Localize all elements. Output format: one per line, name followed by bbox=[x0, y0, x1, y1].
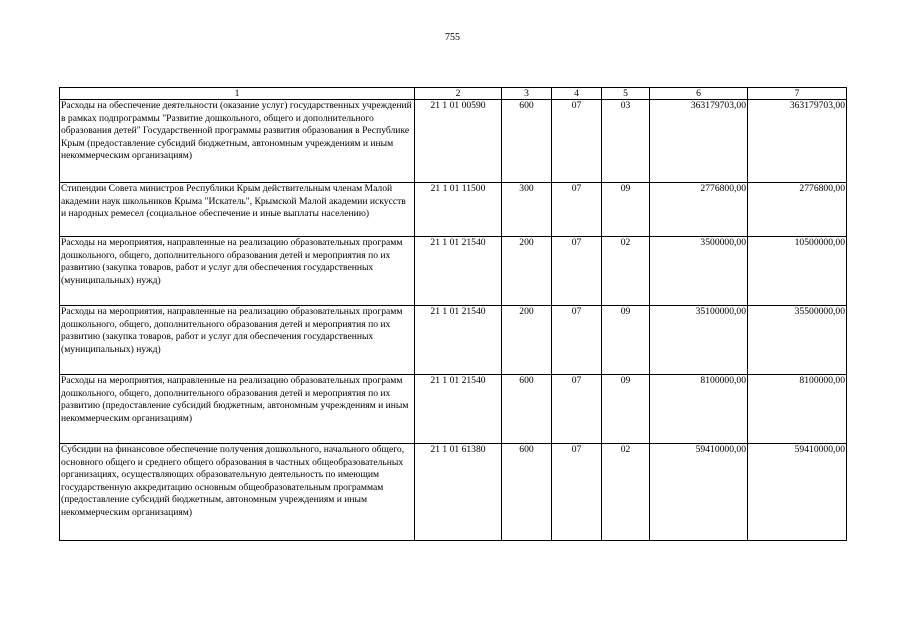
subsection-code: 02 bbox=[602, 444, 650, 541]
table-row bbox=[60, 375, 847, 444]
subsection-code: 02 bbox=[602, 237, 650, 306]
column-header: 3 bbox=[502, 88, 552, 100]
amount-col7: 2776800,00 bbox=[748, 183, 847, 237]
expense-description: Субсидии на финансовое обеспечение получения дошкольного, начального общего, основного общего и среднего общего образования в частных общеобразовательных организациях, осуществляющих образовательную деятельность по имеющим государственную аккредитацию основным общеобразовательным программам (предоставление субсидий бюджетным, автономным учреждениям и иным некоммерческим организациям) bbox=[60, 444, 415, 541]
table-row bbox=[60, 306, 847, 375]
subsection-code: 09 bbox=[602, 183, 650, 237]
column-header: 7 bbox=[748, 88, 847, 100]
table-header-row bbox=[60, 88, 847, 100]
column-header: 4 bbox=[552, 88, 602, 100]
target-article-code: 21 1 01 00590 bbox=[415, 100, 502, 183]
amount-col7: 59410000,00 bbox=[748, 444, 847, 541]
section-code: 07 bbox=[552, 183, 602, 237]
target-article-code: 21 1 01 21540 bbox=[415, 306, 502, 375]
amount-col6: 363179703,00 bbox=[650, 100, 748, 183]
subsection-code: 03 bbox=[602, 100, 650, 183]
expense-type-code: 200 bbox=[502, 237, 552, 306]
expense-description: Расходы на мероприятия, направленные на реализацию образовательных программ дошкольного, общего, дополнительного образования детей и мероприятия по их развитию (закупка товаров, работ и услуг для обеспечения государственных (муниципальных) нужд) bbox=[60, 306, 415, 375]
amount-col6: 8100000,00 bbox=[650, 375, 748, 444]
page-number: 755 bbox=[445, 32, 460, 43]
amount-col6: 59410000,00 bbox=[650, 444, 748, 541]
column-header: 2 bbox=[415, 88, 502, 100]
column-header: 1 bbox=[60, 88, 415, 100]
amount-col7: 10500000,00 bbox=[748, 237, 847, 306]
amount-col6: 3500000,00 bbox=[650, 237, 748, 306]
section-code: 07 bbox=[552, 100, 602, 183]
table-row bbox=[60, 100, 847, 183]
amount-col6: 2776800,00 bbox=[650, 183, 748, 237]
target-article-code: 21 1 01 21540 bbox=[415, 375, 502, 444]
expense-description: Расходы на мероприятия, направленные на реализацию образовательных программ дошкольного, общего, дополнительного образования детей и мероприятия по их развитию (предоставление субсидий бюджетным, автономным учреждениям и иным некоммерческим организациям) bbox=[60, 375, 415, 444]
expense-description: Стипендии Совета министров Республики Крым действительным членам Малой академии наук школьников Крыма "Искатель", Крымской Малой академии искусств и народных ремесел (социальное обеспечение и иные выплаты населению) bbox=[60, 183, 415, 237]
expense-description: Расходы на мероприятия, направленные на реализацию образовательных программ дошкольного, общего, дополнительного образования детей и мероприятия по их развитию (закупка товаров, работ и услуг для обеспечения государственных (муниципальных) нужд) bbox=[60, 237, 415, 306]
budget-table bbox=[59, 87, 847, 541]
section-code: 07 bbox=[552, 237, 602, 306]
target-article-code: 21 1 01 61380 bbox=[415, 444, 502, 541]
column-header: 5 bbox=[602, 88, 650, 100]
expense-type-code: 600 bbox=[502, 444, 552, 541]
expense-type-code: 300 bbox=[502, 183, 552, 237]
subsection-code: 09 bbox=[602, 375, 650, 444]
column-header: 6 bbox=[650, 88, 748, 100]
expense-type-code: 200 bbox=[502, 306, 552, 375]
target-article-code: 21 1 01 11500 bbox=[415, 183, 502, 237]
amount-col7: 8100000,00 bbox=[748, 375, 847, 444]
amount-col7: 35500000,00 bbox=[748, 306, 847, 375]
table-row bbox=[60, 237, 847, 306]
target-article-code: 21 1 01 21540 bbox=[415, 237, 502, 306]
table-row bbox=[60, 183, 847, 237]
section-code: 07 bbox=[552, 444, 602, 541]
expense-type-code: 600 bbox=[502, 375, 552, 444]
amount-col7: 363179703,00 bbox=[748, 100, 847, 183]
section-code: 07 bbox=[552, 306, 602, 375]
expense-description: Расходы на обеспечение деятельности (оказание услуг) государственных учреждений в рамках подпрограммы "Развитие дошкольного, общего и дополнительного образования детей" Государственной программы развития образования в Республике Крым (предоставление субсидий бюджетным, автономным учреждениям и иным некоммерческим организациям) bbox=[60, 100, 415, 183]
section-code: 07 bbox=[552, 375, 602, 444]
expense-type-code: 600 bbox=[502, 100, 552, 183]
amount-col6: 35100000,00 bbox=[650, 306, 748, 375]
table-row bbox=[60, 444, 847, 541]
subsection-code: 09 bbox=[602, 306, 650, 375]
